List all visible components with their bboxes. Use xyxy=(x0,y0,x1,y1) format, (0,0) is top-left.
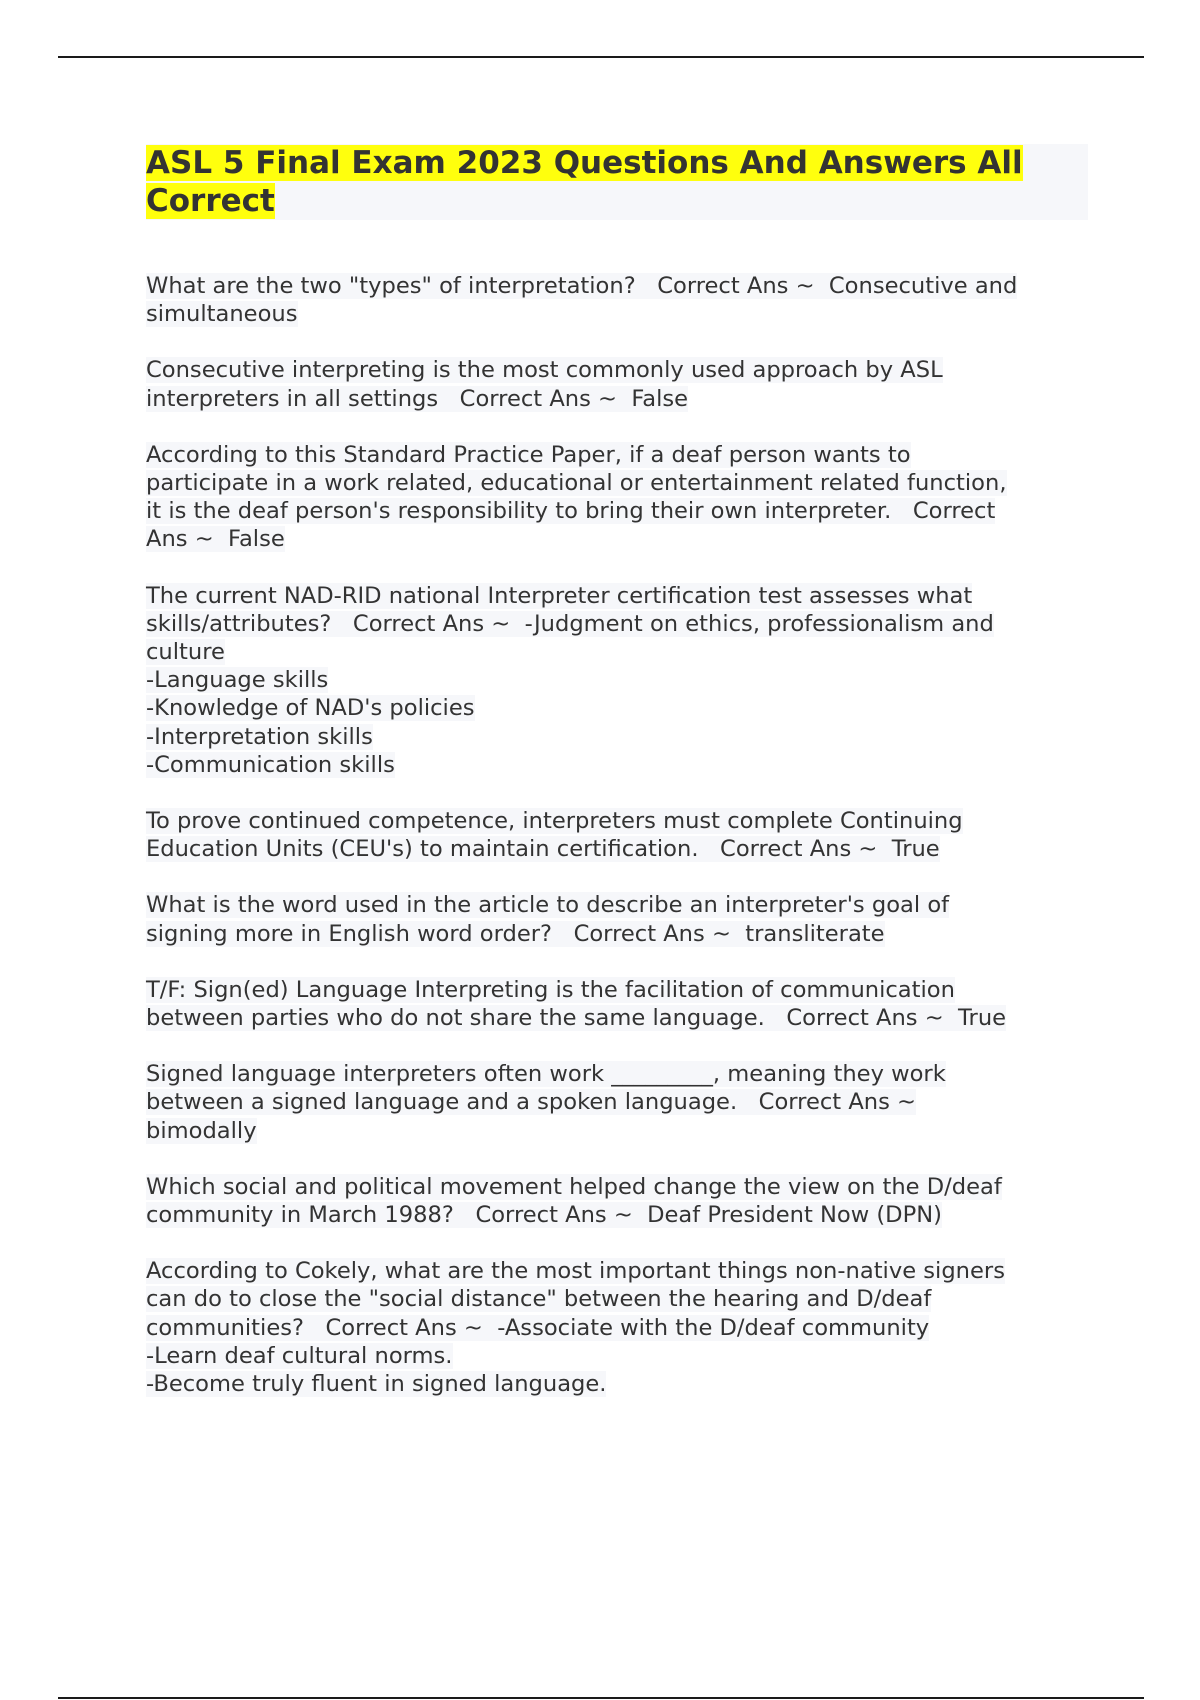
question-answer-item xyxy=(146,356,1088,412)
qa-line-text: Which social and political movement helped change the view on the D/deaf xyxy=(146,1173,1002,1200)
qa-line xyxy=(146,694,1088,722)
qa-line xyxy=(146,920,1088,948)
qa-line-text: communities? Correct Ans ~ -Associate with the D/deaf community xyxy=(146,1314,930,1341)
question-answer-list xyxy=(146,272,1088,1398)
qa-line-text: T/F: Sign(ed) Language Interpreting is the facilitation of communication xyxy=(146,976,955,1003)
qa-line xyxy=(146,356,1088,384)
qa-line xyxy=(146,1257,1088,1285)
qa-line xyxy=(146,441,1088,469)
qa-line-text: The current NAD-RID national Interpreter certification test assesses what xyxy=(146,582,973,609)
qa-line-text: skills/attributes? Correct Ans ~ -Judgment on ethics, professionalism and xyxy=(146,610,994,637)
qa-line xyxy=(146,666,1088,694)
question-answer-item xyxy=(146,582,1088,779)
qa-line-text: What are the two "types" of interpretation? Correct Ans ~ Consecutive and xyxy=(146,273,1018,299)
qa-line xyxy=(146,610,1088,638)
document-body xyxy=(146,144,1088,1426)
qa-line xyxy=(146,1285,1088,1313)
qa-line xyxy=(146,1173,1088,1201)
qa-line xyxy=(146,835,1088,863)
bottom-rule xyxy=(58,1697,1144,1699)
qa-line-text: participate in a work related, educational or entertainment related function, xyxy=(146,470,1007,497)
qa-line-text: According to this Standard Practice Paper, if a deaf person wants to xyxy=(146,441,911,468)
top-rule xyxy=(58,56,1144,58)
qa-line-text: signing more in English word order? Correct Ans ~ transliterate xyxy=(146,920,885,947)
qa-line xyxy=(146,469,1088,497)
document-title xyxy=(146,144,1088,220)
qa-line-text: it is the deaf person's responsibility to bring their own interpreter. Correct xyxy=(146,498,996,525)
qa-line-text: interpreters in all settings Correct Ans ~ False xyxy=(146,385,689,412)
qa-line-text: Ans ~ False xyxy=(146,526,285,553)
qa-line-text: simultaneous xyxy=(146,301,298,328)
question-answer-item xyxy=(146,807,1088,863)
qa-line xyxy=(146,638,1088,666)
qa-line-text: -Learn deaf cultural norms. xyxy=(146,1342,453,1369)
question-answer-item xyxy=(146,1060,1088,1145)
qa-line-text: culture xyxy=(146,639,225,666)
title-line: Correct xyxy=(146,183,275,219)
qa-line xyxy=(146,1088,1088,1116)
qa-line xyxy=(146,1117,1088,1145)
qa-line-text: -Language skills xyxy=(146,667,329,694)
qa-line xyxy=(146,807,1088,835)
qa-line xyxy=(146,385,1088,413)
qa-line xyxy=(146,976,1088,1004)
qa-line-text: Signed language interpreters often work _________, meaning they work xyxy=(146,1061,946,1088)
qa-line-text: To prove continued competence, interpreters must complete Continuing xyxy=(146,808,963,835)
title-line: ASL 5 Final Exam 2023 Questions And Answers All xyxy=(146,145,1023,181)
qa-line xyxy=(146,300,1088,328)
qa-line-text: What is the word used in the article to describe an interpreter's goal of xyxy=(146,892,950,919)
question-answer-item xyxy=(146,1173,1088,1229)
qa-line-text: Consecutive interpreting is the most commonly used approach by ASL xyxy=(146,357,943,384)
qa-line-text: According to Cokely, what are the most important things non-native signers xyxy=(146,1258,1005,1285)
qa-line-text: -Interpretation skills xyxy=(146,723,373,750)
qa-line xyxy=(146,272,1088,300)
qa-line-text: can do to close the "social distance" between the hearing and D/deaf xyxy=(146,1286,932,1313)
qa-line-text: -Communication skills xyxy=(146,751,395,778)
qa-line-text: -Become truly fluent in signed language. xyxy=(146,1371,607,1398)
qa-line xyxy=(146,582,1088,610)
qa-line xyxy=(146,723,1088,751)
qa-line xyxy=(146,525,1088,553)
qa-line xyxy=(146,497,1088,525)
qa-line-text: community in March 1988? Correct Ans ~ Deaf President Now (DPN) xyxy=(146,1202,942,1229)
title-block xyxy=(146,144,1088,220)
qa-line xyxy=(146,1370,1088,1398)
question-answer-item xyxy=(146,1257,1088,1398)
qa-line-text: -Knowledge of NAD's policies xyxy=(146,695,475,722)
qa-line-text: Education Units (CEU's) to maintain certification. Correct Ans ~ True xyxy=(146,836,940,863)
question-answer-item xyxy=(146,441,1088,554)
qa-line xyxy=(146,751,1088,779)
question-answer-item xyxy=(146,272,1088,328)
question-answer-item xyxy=(146,891,1088,947)
qa-line xyxy=(146,1314,1088,1342)
qa-line xyxy=(146,1201,1088,1229)
qa-line-text: between parties who do not share the same language. Correct Ans ~ True xyxy=(146,1005,1007,1032)
qa-line-text: bimodally xyxy=(146,1117,257,1144)
qa-line xyxy=(146,891,1088,919)
qa-line-text: between a signed language and a spoken language. Correct Ans ~ xyxy=(146,1089,916,1116)
qa-line xyxy=(146,1004,1088,1032)
question-answer-item xyxy=(146,976,1088,1032)
qa-line xyxy=(146,1060,1088,1088)
qa-line xyxy=(146,1342,1088,1370)
